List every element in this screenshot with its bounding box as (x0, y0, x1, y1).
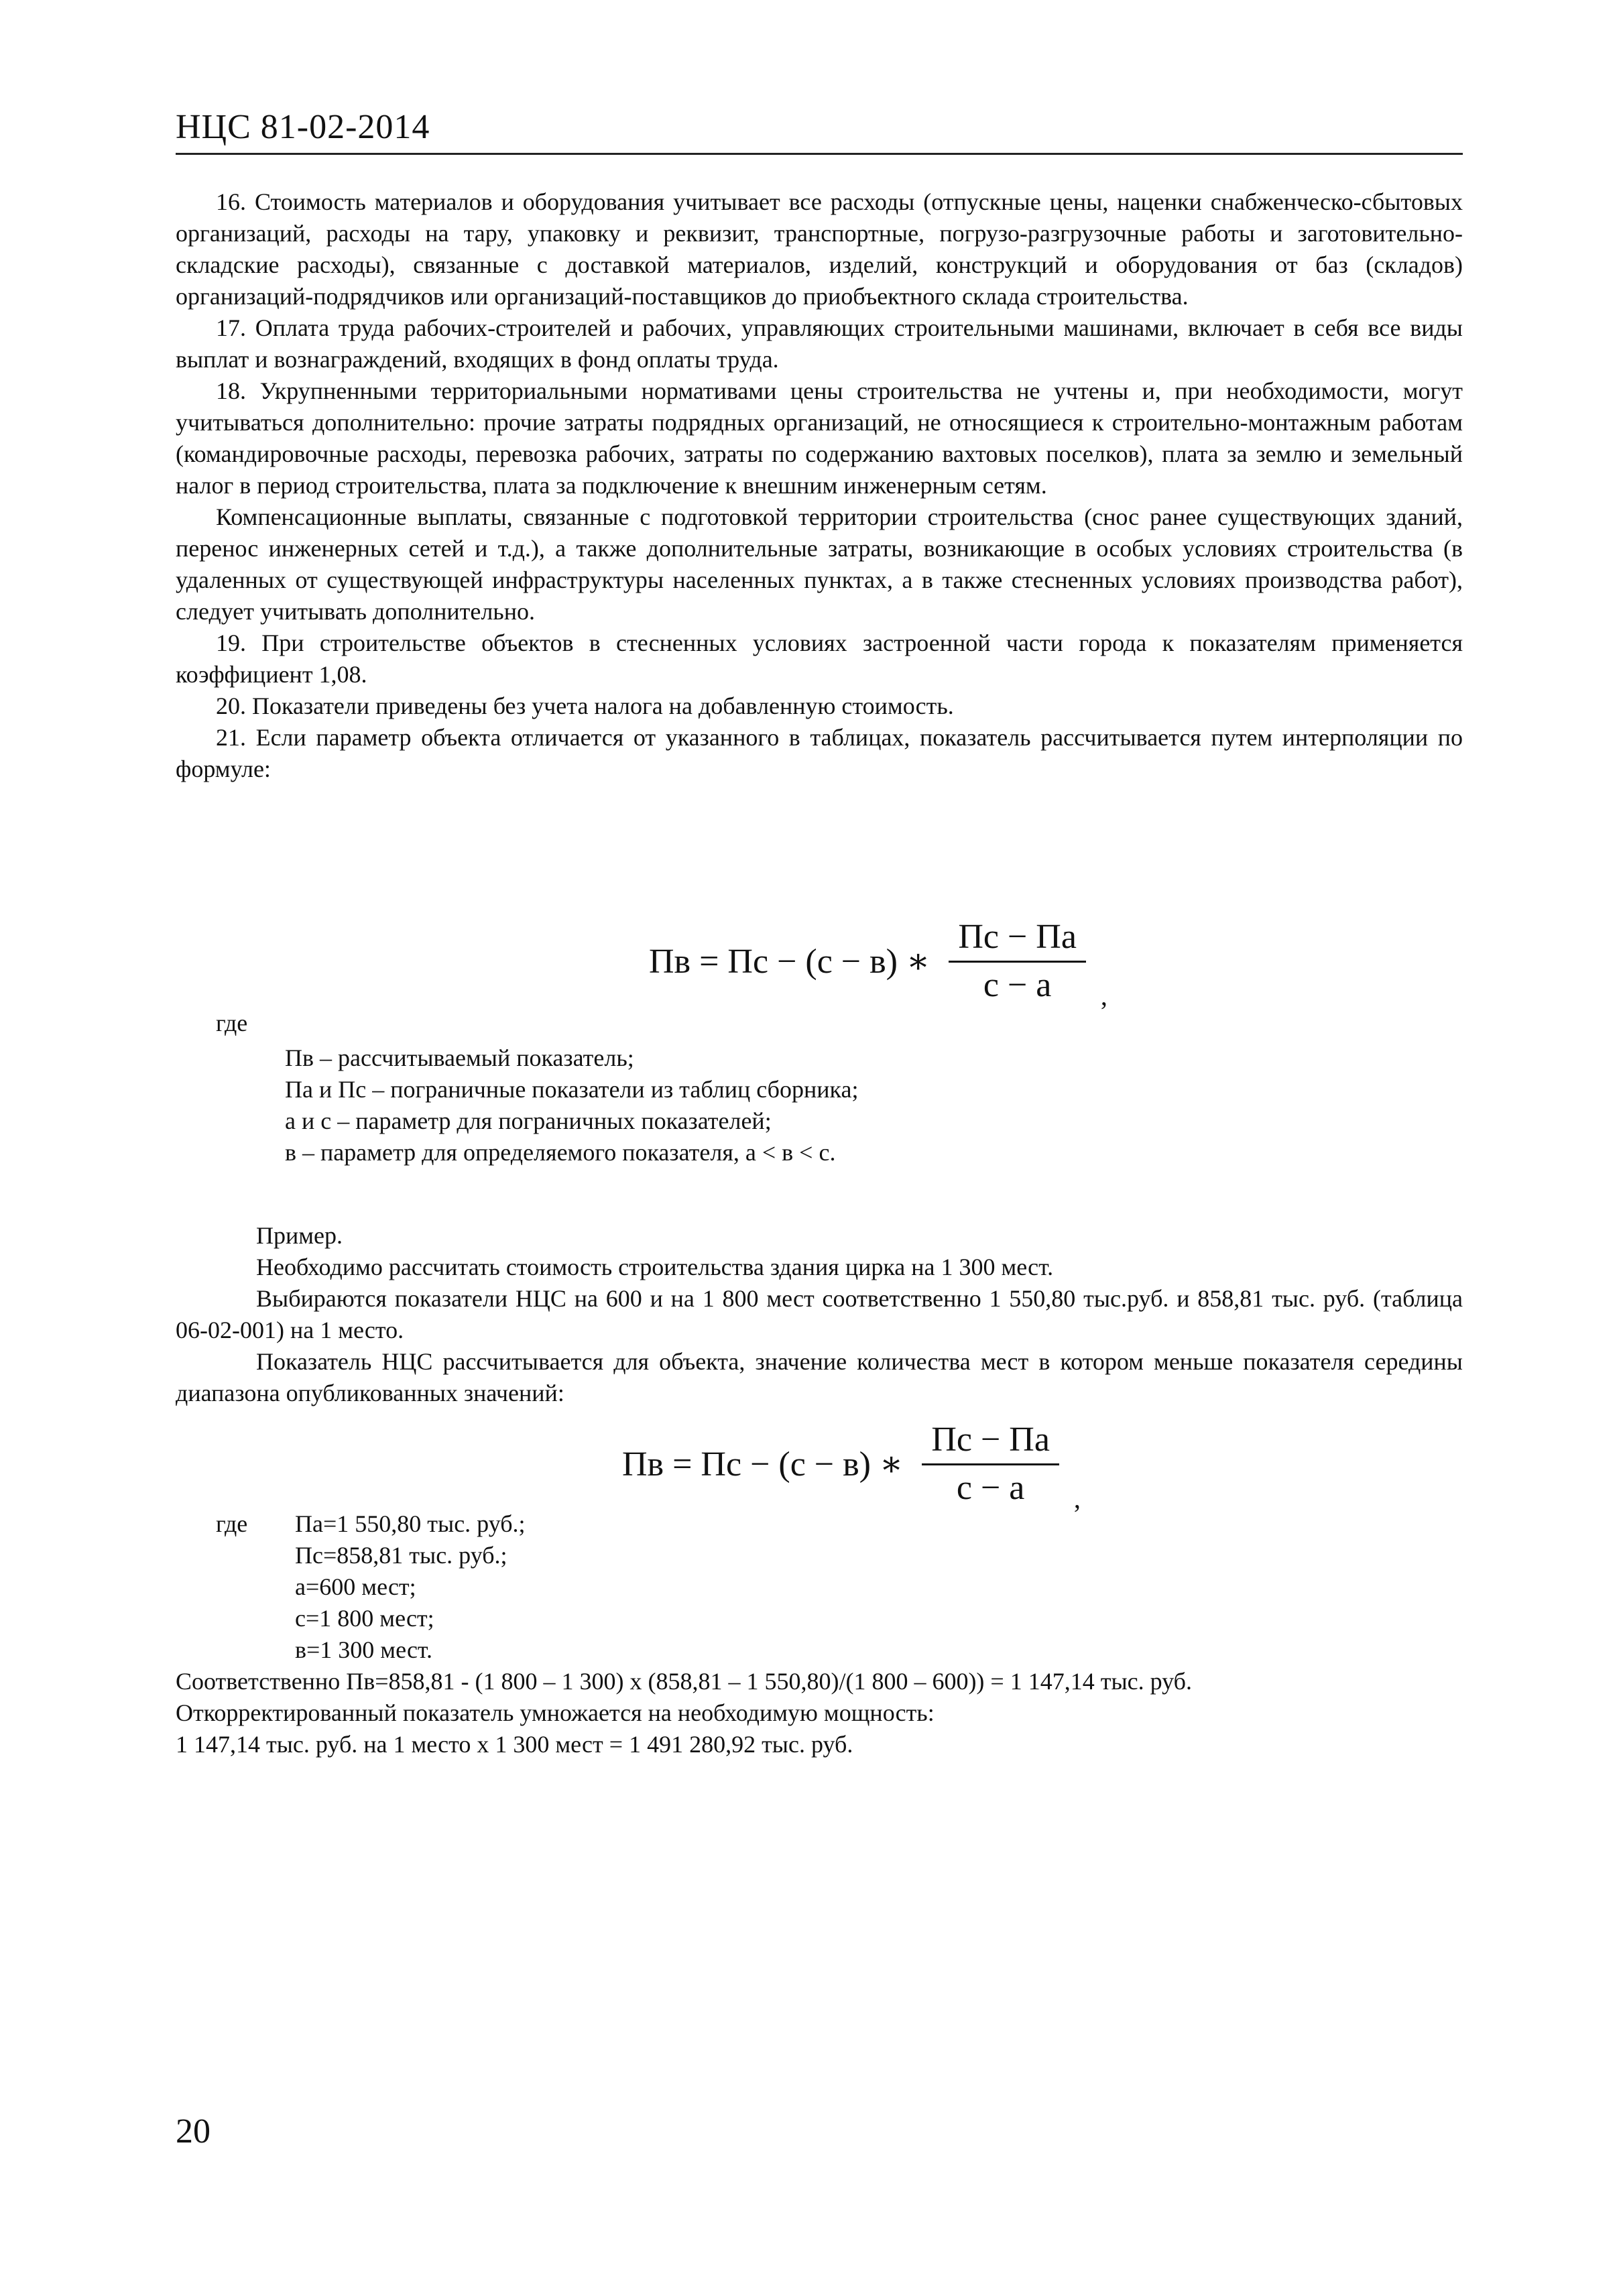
paragraph-19: 19. При строительстве объектов в стесненных условиях застроенной части города к показателям применяется коэффициент 1,08. (176, 629, 1463, 688)
paragraph-17: 17. Оплата труда рабочих-строителей и рабочих, управляющих строительными машинами, включает в себя все виды выплат и вознаграждений, входящих в фонд оплаты труда. (176, 314, 1463, 373)
example-section (176, 1220, 1463, 1409)
definition-item: Пв – рассчитываемый показатель; (285, 1044, 634, 1071)
formula-numerator: Пс − Па (949, 917, 1086, 963)
formula-comma: , (1100, 981, 1107, 1011)
page-number: 20 (176, 2112, 211, 2151)
paragraph-compensation: Компенсационные выплаты, связанные с подготовкой территории строительства (снос ранее существующих зданий, перенос инженерных сетей и т.д.), а также дополнительные затраты, возникающие в особых условиях строительства (в удаленных от существующей инфраструктуры населенных пунктах, а в также стесненных условиях производства работ), следует учитывать дополнительно. (176, 503, 1463, 625)
paragraph-20: 20. Показатели приведены без учета налога на добавленную стоимость. (216, 692, 954, 719)
definitions-list (285, 1042, 858, 1168)
formula-denominator: с − а (983, 966, 1052, 1004)
formula-lhs: Пв = Пс − (с − в) ∗ (622, 1445, 904, 1484)
header-rule (176, 153, 1463, 155)
main-body (176, 186, 1463, 785)
interpolation-formula (649, 917, 1107, 1011)
example-line: Выбираются показатели НЦС на 600 и на 1 800 мест соответственно 1 550,80 тыс.руб. и 858,81 тыс. руб. (таблица 06-02-001) на 1 место. (176, 1285, 1463, 1343)
where-label: где (216, 1010, 248, 1036)
formula-numerator: Пс − Па (922, 1420, 1059, 1465)
results-section (176, 1666, 1192, 1760)
paragraph-16: 16. Стоимость материалов и оборудования учитывает все расходы (отпускные цены, наценки снабженческо-сбытовых организаций, расходы на тару, упаковку и реквизит, транспортные, погрузо-разгрузочные работы и заготовительно-складские расходы), связанные с доставкой материалов, изделий, конструкций и оборудования от баз (складов) организаций-подрядчиков или организаций-поставщиков до приобъектного склада строительства. (176, 188, 1463, 310)
given-value: а=600 мест; (295, 1573, 416, 1600)
formula-fraction (949, 917, 1086, 1005)
given-value: в=1 300 мест. (295, 1636, 432, 1663)
formula-comma: , (1073, 1484, 1081, 1514)
definition-item: а и с – параметр для пограничных показателей; (285, 1107, 772, 1134)
paragraph-21: 21. Если параметр объекта отличается от указанного в таблицах, показатель рассчитывается путем интерполяции по формуле: (176, 724, 1463, 782)
given-where-label: где (216, 1510, 248, 1537)
formula-fraction (922, 1420, 1059, 1508)
given-value: Пс=858,81 тыс. руб.; (295, 1542, 507, 1569)
example-line: Показатель НЦС рассчитывается для объекта, значение количества мест в котором меньше показателя середины диапазона опубликованных значений: (176, 1348, 1463, 1406)
result-line: 1 147,14 тыс. руб. на 1 место х 1 300 мест = 1 491 280,92 тыс. руб. (176, 1731, 853, 1758)
paragraph-18: 18. Укрупненными территориальными нормативами цены строительства не учтены и, при необходимости, могут учитываться дополнительно: прочие затраты подрядных организаций, не относящиеся к строительно-монтажным работам (командировочные расходы, перевозка рабочих, затраты по содержанию вахтовых поселков), плата за землю и земельный налог в период строительства, плата за подключение к внешним инженерным сетям. (176, 377, 1463, 499)
example-line: Необходимо рассчитать стоимость строительства здания цирка на 1 300 мест. (256, 1254, 1054, 1280)
example-heading: Пример. (256, 1222, 343, 1249)
formula-denominator: с − а (956, 1469, 1025, 1507)
definition-item: Па и Пс – пограничные показатели из таблиц сборника; (285, 1076, 859, 1103)
result-line: Соответственно Пв=858,81 - (1 800 – 1 300) х (858,81 – 1 550,80)/(1 800 – 600)) = 1 147,14 тыс. руб. (176, 1668, 1192, 1695)
given-value: с=1 800 мест; (295, 1605, 434, 1632)
result-line: Откорректированный показатель умножается на необходимую мощность: (176, 1699, 935, 1726)
definition-item: в – параметр для определяемого показателя, а < в < с. (285, 1139, 836, 1166)
given-value: Па=1 550,80 тыс. руб.; (295, 1510, 526, 1537)
formula-lhs: Пв = Пс − (с − в) ∗ (649, 942, 930, 981)
given-values (176, 1508, 526, 1666)
document-code: НЦС 81-02-2014 (176, 108, 430, 146)
example-formula (622, 1420, 1081, 1514)
